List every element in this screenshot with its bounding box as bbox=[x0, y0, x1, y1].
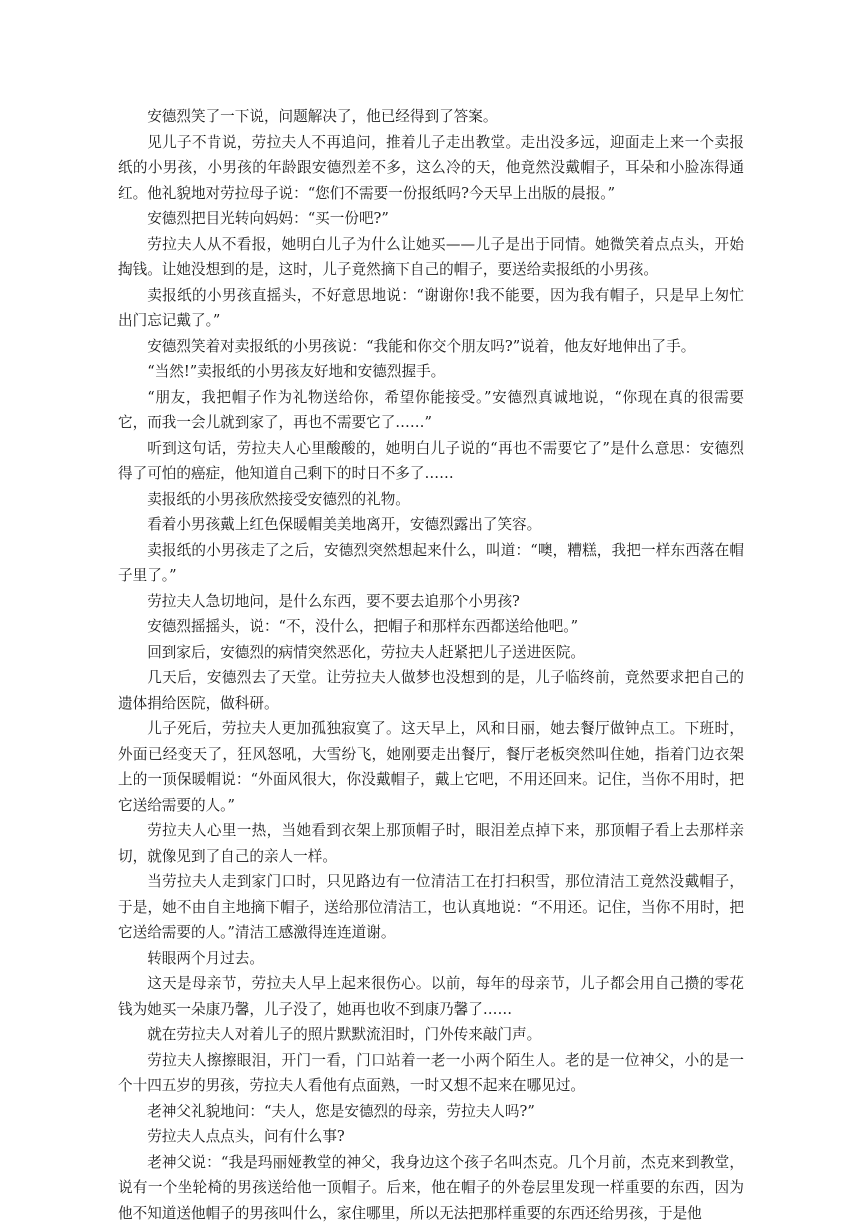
document-body bbox=[118, 104, 744, 1226]
paragraph: 卖报纸的小男孩欣然接受安德烈的礼物。 bbox=[118, 487, 744, 513]
paragraph: 劳拉夫人急切地问，是什么东西，要不要去追那个小男孩? bbox=[118, 589, 744, 615]
paragraph: 安德烈把目光转向妈妈：“买一份吧?” bbox=[118, 206, 744, 232]
paragraph: 卖报纸的小男孩走了之后，安德烈突然想起来什么，叫道：“噢，糟糕，我把一样东西落在帽子里了。” bbox=[118, 538, 744, 589]
paragraph: 就在劳拉夫人对着儿子的照片默默流泪时，门外传来敲门声。 bbox=[118, 1022, 744, 1048]
paragraph: 劳拉夫人点点头，问有什么事? bbox=[118, 1124, 744, 1150]
paragraph: 老神父说：“我是玛丽娅教堂的神父，我身边这个孩子名叫杰克。几个月前，杰克来到教堂，说有一个坐轮椅的男孩送给他一顶帽子。后来，他在帽子的外卷层里发现一样重要的东西，因为他不知道送他帽子的男孩叫什么，家住哪里，所以无法把那样重要的东西还给男孩，于是他 bbox=[118, 1150, 744, 1226]
paragraph: 劳拉夫人从不看报，她明白儿子为什么让她买——儿子是出于同情。她微笑着点点头，开始掏钱。让她没想到的是，这时，儿子竟然摘下自己的帽子，要送给卖报纸的小男孩。 bbox=[118, 232, 744, 283]
paragraph: 安德烈摇摇头，说：“不，没什么，把帽子和那样东西都送给他吧。” bbox=[118, 614, 744, 640]
paragraph: 安德烈笑着对卖报纸的小男孩说：“我能和你交个朋友吗?”说着，他友好地伸出了手。 bbox=[118, 334, 744, 360]
paragraph: 劳拉夫人心里一热，当她看到衣架上那顶帽子时，眼泪差点掉下来，那顶帽子看上去那样亲切，就像见到了自己的亲人一样。 bbox=[118, 818, 744, 869]
paragraph: 安德烈笑了一下说，问题解决了，他已经得到了答案。 bbox=[118, 104, 744, 130]
paragraph: 回到家后，安德烈的病情突然恶化，劳拉夫人赶紧把儿子送进医院。 bbox=[118, 640, 744, 666]
paragraph: 老神父礼貌地问：“夫人，您是安德烈的母亲，劳拉夫人吗?” bbox=[118, 1099, 744, 1125]
paragraph: “朋友，我把帽子作为礼物送给你，希望你能接受。”安德烈真诚地说，“你现在真的很需要它，而我一会儿就到家了，再也不需要它了……” bbox=[118, 385, 744, 436]
paragraph: 几天后，安德烈去了天堂。让劳拉夫人做梦也没想到的是，儿子临终前，竟然要求把自己的遗体捐给医院，做科研。 bbox=[118, 665, 744, 716]
paragraph: 转眼两个月过去。 bbox=[118, 946, 744, 972]
paragraph: 当劳拉夫人走到家门口时，只见路边有一位清洁工在打扫积雪，那位清洁工竟然没戴帽子，于是，她不由自主地摘下帽子，送给那位清洁工，也认真地说：“不用还。记住，当你不用时，把它送给需要的人。”清洁工感激得连连道谢。 bbox=[118, 869, 744, 946]
paragraph: “当然!”卖报纸的小男孩友好地和安德烈握手。 bbox=[118, 359, 744, 385]
paragraph: 劳拉夫人擦擦眼泪，开门一看，门口站着一老一小两个陌生人。老的是一位神父，小的是一个十四五岁的男孩，劳拉夫人看他有点面熟，一时又想不起来在哪见过。 bbox=[118, 1048, 744, 1099]
paragraph: 卖报纸的小男孩直摇头，不好意思地说：“谢谢你!我不能要，因为我有帽子，只是早上匆忙出门忘记戴了。” bbox=[118, 283, 744, 334]
paragraph: 看着小男孩戴上红色保暖帽美美地离开，安德烈露出了笑容。 bbox=[118, 512, 744, 538]
paragraph: 见儿子不肯说，劳拉夫人不再追问，推着儿子走出教堂。走出没多远，迎面走上来一个卖报纸的小男孩，小男孩的年龄跟安德烈差不多，这么冷的天，他竟然没戴帽子，耳朵和小脸冻得通红。他礼貌地对劳拉母子说：“您们不需要一份报纸吗?今天早上出版的晨报。” bbox=[118, 130, 744, 207]
paragraph: 这天是母亲节，劳拉夫人早上起来很伤心。以前，每年的母亲节，儿子都会用自己攒的零花钱为她买一朵康乃馨，儿子没了，她再也收不到康乃馨了…… bbox=[118, 971, 744, 1022]
paragraph: 听到这句话，劳拉夫人心里酸酸的，她明白儿子说的“再也不需要它了”是什么意思：安德烈得了可怕的癌症，他知道自己剩下的时日不多了…… bbox=[118, 436, 744, 487]
paragraph: 儿子死后，劳拉夫人更加孤独寂寞了。这天早上，风和日丽，她去餐厅做钟点工。下班时，外面已经变天了，狂风怒吼，大雪纷飞，她刚要走出餐厅，餐厅老板突然叫住她，指着门边衣架上的一顶保暖帽说：“外面风很大，你没戴帽子，戴上它吧，不用还回来。记住，当你不用时，把它送给需要的人。” bbox=[118, 716, 744, 818]
